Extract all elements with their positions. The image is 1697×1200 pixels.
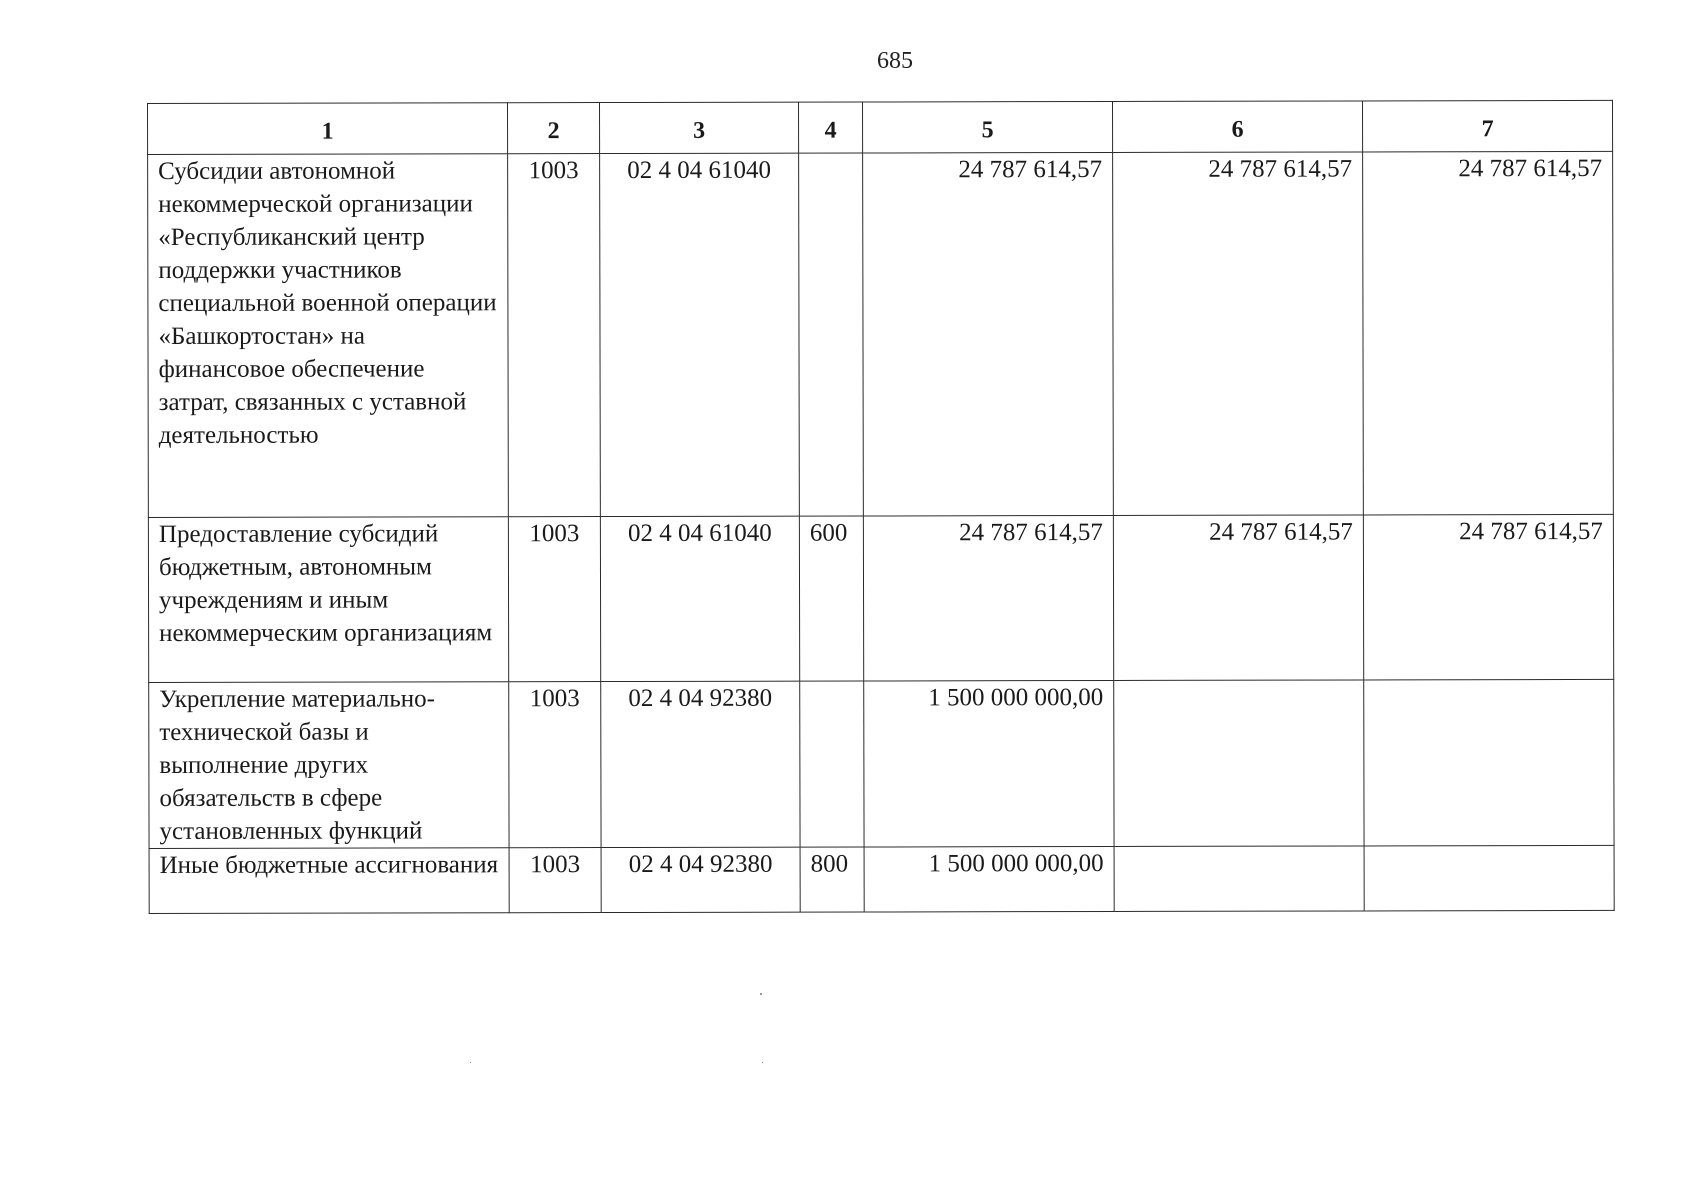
row-type — [800, 681, 864, 847]
column-header-7: 7 — [1362, 100, 1612, 152]
row-amount-5: 1 500 000 000,00 — [864, 680, 1114, 847]
column-header-1: 1 — [148, 103, 508, 155]
row-target: 02 4 04 61040 — [600, 516, 799, 681]
row-name: Иные бюджетные ассигнования — [149, 848, 509, 914]
row-amount-6: 24 787 614,57 — [1113, 152, 1364, 516]
row-name: Укрепление материально-технической базы и выполнение других обязательств в сфере установленных функций — [149, 682, 509, 849]
table-row — [148, 151, 1614, 517]
budget-table — [147, 100, 1615, 914]
row-type: 800 — [800, 847, 864, 912]
row-amount-6 — [1114, 680, 1364, 847]
table-row — [149, 845, 1614, 913]
row-amount-7: 24 787 614,57 — [1363, 514, 1613, 680]
column-header-4: 4 — [798, 102, 862, 153]
column-header-6: 6 — [1112, 101, 1362, 153]
row-name: Предоставление субсидий бюджетным, автономным учреждениям и иным некоммерческим организациям — [148, 517, 508, 683]
page-number: 685 — [877, 48, 913, 74]
row-target: 02 4 04 92380 — [601, 847, 800, 912]
row-amount-5: 1 500 000 000,00 — [864, 846, 1114, 912]
row-type: 600 — [799, 516, 863, 681]
row-amount-5: 24 787 614,57 — [863, 152, 1114, 516]
table-row — [148, 514, 1613, 682]
row-amount-5: 24 787 614,57 — [863, 515, 1113, 681]
table-row — [149, 679, 1614, 848]
row-amount-7: 24 787 614,57 — [1363, 151, 1614, 515]
row-name: Субсидии автономной некоммерческой организации «Республиканский центр поддержки участников специальной военной операции «Башкортостан» на финансовое обеспечение затрат, связанных с уставной деятельностью — [148, 154, 509, 518]
row-section: 1003 — [508, 154, 601, 517]
row-amount-7 — [1364, 845, 1614, 911]
row-amount-6 — [1114, 846, 1364, 912]
column-header-2: 2 — [508, 103, 600, 154]
column-header-5: 5 — [862, 101, 1112, 153]
column-header-3: 3 — [600, 102, 799, 153]
row-target: 02 4 04 61040 — [600, 153, 800, 516]
row-type — [799, 153, 864, 516]
scan-speck — [470, 1062, 471, 1063]
scan-speck — [762, 1062, 763, 1063]
row-target: 02 4 04 92380 — [601, 681, 800, 847]
row-section: 1003 — [508, 517, 600, 682]
row-section: 1003 — [509, 682, 601, 848]
scan-speck — [760, 993, 762, 995]
row-amount-7 — [1364, 679, 1614, 846]
row-section: 1003 — [509, 848, 601, 913]
table-header-row — [148, 100, 1613, 154]
row-amount-6: 24 787 614,57 — [1113, 515, 1363, 681]
